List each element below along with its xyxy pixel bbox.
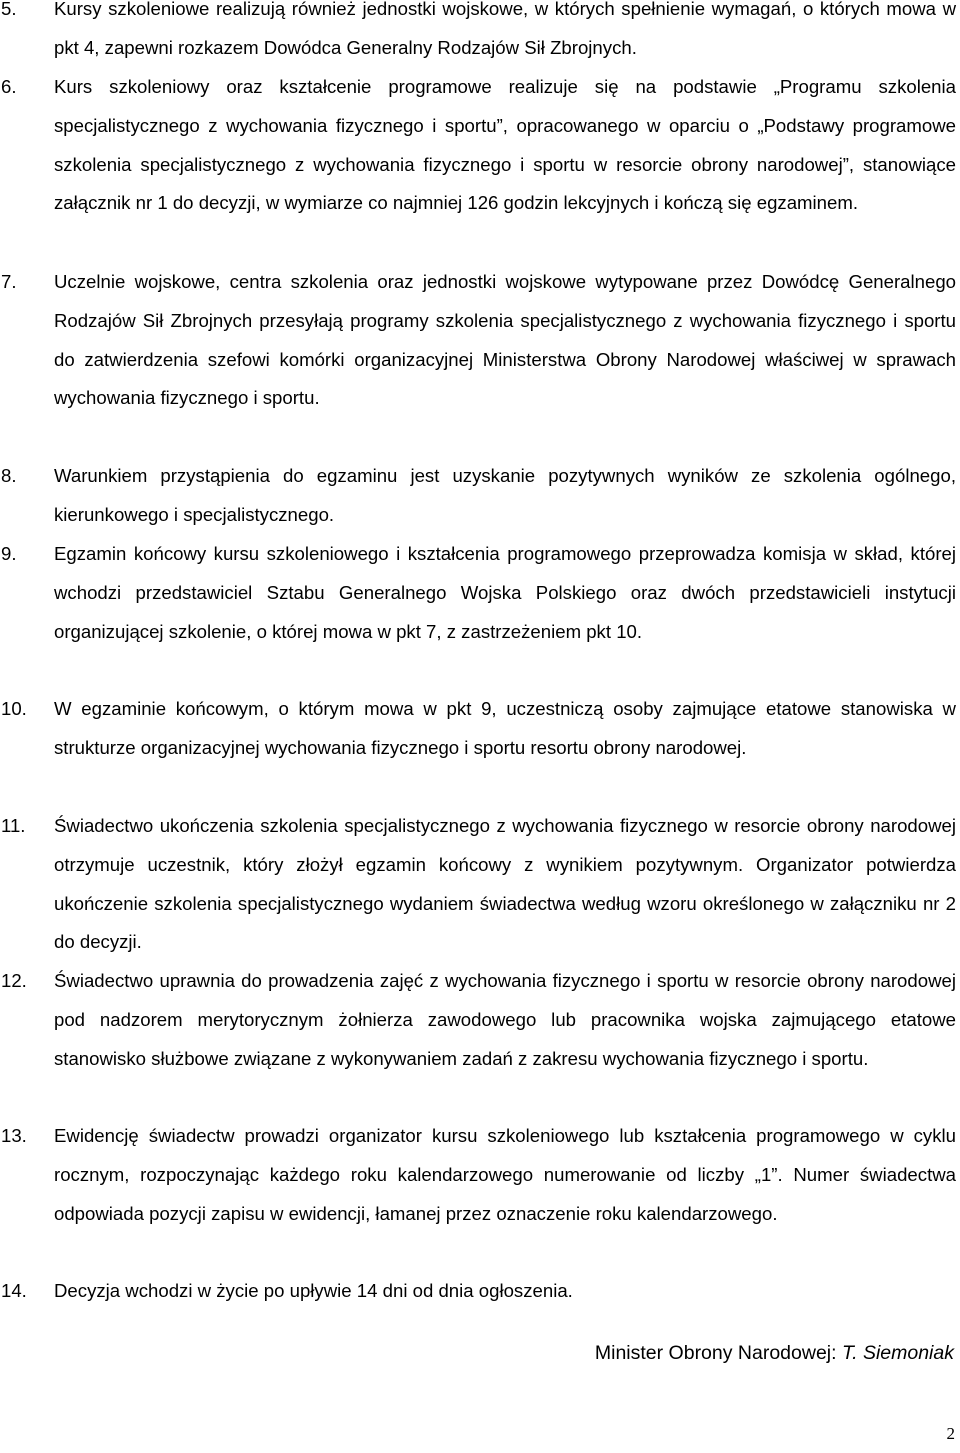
item-number: 7.: [1, 271, 17, 292]
item-number: 11.: [1, 815, 26, 836]
item-text: Świadectwo ukończenia szkolenia specjalistycznego z wychowania fizycznego w resorcie obrony narodowej otrzymuje uczestnik, który złożył egzamin końcowy z wynikiem pozytywnym. Organizator potwierdza ukończenie szkolenia specjalistycznego wydaniem świadectwa według wzoru określonego w załączniku nr 2 do decyzji.: [54, 815, 956, 953]
item-text: Warunkiem przystąpienia do egzaminu jest uzyskanie pozytywnych wyników ze szkolenia ogólnego, kierunkowego i specjalistycznego.: [54, 465, 956, 525]
signature-role: Minister Obrony Narodowej:: [594, 1342, 837, 1364]
page-number: 2: [946, 1424, 955, 1443]
item-number: 8.: [1, 465, 17, 486]
item-text: Kurs szkoleniowy oraz kształcenie programowe realizuje się na podstawie „Programu szkolenia specjalistycznego z wychowania fizycznego i sportu”, opracowanego w oparciu o „Podstawy programowe szkolenia specjalistycznego z wychowania fizycznego i sportu w resorcie obrony narodowej”, stanowiące załącznik nr 1 do decyzji, w wymiarze co najmniej 126 godzin lekcyjnych i kończą się egzaminem.: [54, 76, 956, 214]
item-text: Egzamin końcowy kursu szkoleniowego i kształcenia programowego przeprowadza komisja w skład, której wchodzi przedstawiciel Sztabu Generalnego Wojska Polskiego oraz dwóch przedstawicieli instytucji organizującej szkolenie, o której mowa w pkt 7, z zastrzeżeniem pkt 10.: [54, 543, 956, 642]
item-text: Kursy szkoleniowe realizują również jednostki wojskowe, w których spełnienie wymagań, o których mowa w pkt 4, zapewni rozkazem Dowódca Generalny Rodzajów Sił Zbrojnych.: [54, 0, 956, 58]
item-number: 12.: [1, 970, 27, 991]
item-number: 6.: [1, 76, 17, 97]
signature-name: T. Siemoniak: [841, 1342, 954, 1364]
item-number: 13.: [1, 1125, 27, 1146]
item-number: 14.: [1, 1280, 27, 1301]
item-text: Uczelnie wojskowe, centra szkolenia oraz jednostki wojskowe wytypowane przez Dowódcę Generalnego Rodzajów Sił Zbrojnych przesyłają programy szkolenia specjalistycznego z wychowania fizycznego i sportu do zatwierdzenia szefowi komórki organizacyjnej Ministerstwa Obrony Narodowej właściwej w sprawach wychowania fizycznego i sportu.: [54, 271, 956, 409]
item-text: Decyzja wchodzi w życie po upływie 14 dni od dnia ogłoszenia.: [54, 1280, 573, 1301]
signature: [595, 1334, 954, 1372]
item-text: W egzaminie końcowym, o którym mowa w pkt 9, uczestniczą osoby zajmujące etatowe stanowiska w strukturze organizacyjnej wychowania fizycznego i sportu resortu obrony narodowej.: [54, 698, 956, 758]
item-number: 10.: [1, 698, 27, 719]
item-text: Świadectwo uprawnia do prowadzenia zajęć z wychowania fizycznego i sportu w resorcie obrony narodowej pod nadzorem merytorycznym żołnierza zawodowego lub pracownika wojska zajmującego etatowe stanowisko służbowe związane z wykonywaniem zadań z zakresu wychowania fizycznego i sportu.: [54, 970, 956, 1069]
item-number: 9.: [1, 543, 17, 564]
item-text: Ewidencję świadectw prowadzi organizator kursu szkoleniowego lub kształcenia programowego w cyklu rocznym, rozpoczynając każdego roku kalendarzowego numerowanie od liczby „1”. Numer świadectwa odpowiada pozycji zapisu w ewidencji, łamanej przez oznaczenie roku kalendarzowego.: [54, 1125, 956, 1224]
item-number: 5.: [1, 0, 17, 19]
